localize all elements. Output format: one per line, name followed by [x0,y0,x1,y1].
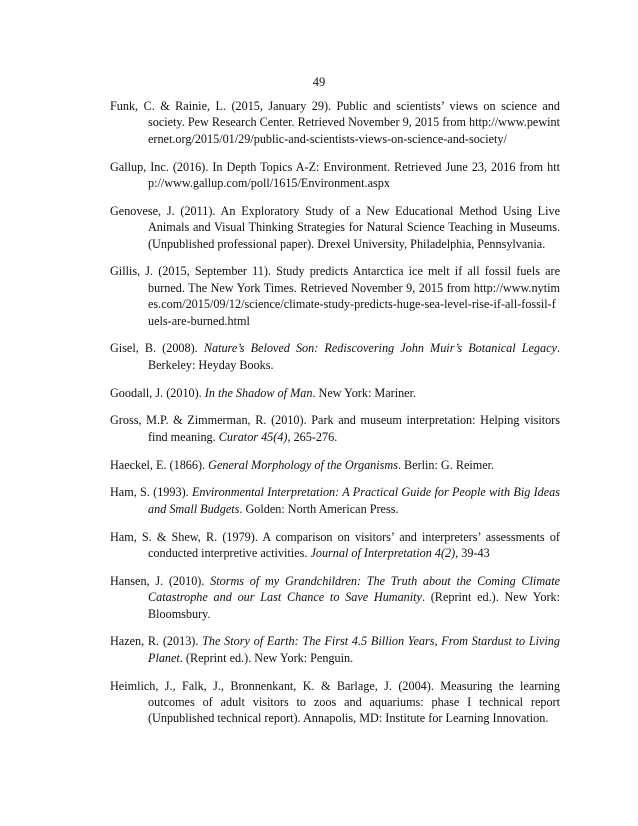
reference-title: Nature’s Beloved Son: Rediscovering John Muir’s Botanical Legacy [203,341,557,356]
reference-entry-goodall [110,385,560,401]
reference-title: General Morphology of the Organisms [208,457,398,472]
reference-title: Curator 45(4) [218,429,288,444]
reference-entry-heimlich [110,678,560,727]
reference-text-tail: . Berlin: G. Reimer. [397,457,495,472]
reference-text: Goodall, J. (2010). [110,385,205,400]
reference-text: Ham, S. (1993). [110,485,192,500]
reference-text: Haeckel, E. (1866). [110,457,209,472]
reference-text: Gallup, Inc. (2016). In Depth Topics A-Z: Environment. Retrieved June 23, 2016 from [110,159,548,174]
reference-text: Genovese, J. (2011). An Exploratory Study of a New Educational Method Using Live Animals and Visual Thinking Strategies for Natural Science Teaching in Museums. (Unpublished professional paper). Drexel University, Philadelphia, Pennsylvania. [110,203,560,251]
reference-title: Environmental Interpretation: A Practical Guide for People with Big Ideas and Small Budgets [148,485,560,516]
reference-entry-ham1993 [110,484,560,517]
reference-title: Storms of my Grandchildren: The Truth about the Coming Climate Catastrophe and our Last Chance to Save Humanity [148,573,561,605]
reference-text-tail: . New York: Mariner. [312,385,417,400]
reference-entry-ham1979 [110,529,560,562]
reference-entry-gallup [110,159,560,192]
reference-text-tail: . (Reprint ed.). New York: Penguin. [179,650,354,665]
reference-text-tail: , 265-276. [287,429,338,444]
reference-entry-genovese [110,203,560,252]
reference-text-tail: . Berkeley: Heyday Books. [148,341,560,372]
reference-entry-gillis [110,263,560,329]
reference-entry-gisel [110,340,560,373]
reference-text: Heimlich, J., Falk, J., Bronnenkant, K. & Barlage, J. (2004). Measuring the learning outcomes of adult visitors to zoos and aquariums: phase I technical report (Unpublished technical report). Annapolis, MD: Institute for Learning Innovation. [110,678,560,726]
reference-text: Hazen, R. (2013). [110,634,203,649]
reference-text-tail: . Golden: North American Press. [239,501,399,516]
reference-entry-haeckel [110,457,560,473]
reference-entry-funk [110,98,560,147]
reference-text: Hansen, J. (2010). [110,573,211,588]
reference-text: Ham, S. & Shew, R. (1979). A comparison on visitors’ and interpreters’ assessments of conducted interpretive activities. [110,529,560,561]
reference-list [110,98,560,738]
reference-text: Gisel, B. (2008). [110,341,204,356]
reference-text: Funk, C. & Rainie, L. (2015, January 29). Public and scientists’ views on science and society. Pew Research Center. Retrieved November 9, 2015 from [110,99,560,130]
page-number: 49 [312,75,326,89]
reference-title: Journal of Interpretation 4(2) [310,546,456,561]
reference-title: In the Shadow of Man [204,385,313,400]
reference-entry-hansen [110,573,560,622]
reference-text-tail: . (Reprint ed.). New York: Bloomsbury. [148,590,561,621]
reference-title: The Story of Earth: The First 4.5 Billion Years, From Stardust to Living Planet [148,634,560,665]
reference-entry-hazen [110,633,560,666]
reference-url: http://www.gallup.com/poll/1615/Environment.aspx [148,159,560,191]
reference-text-tail: , 39-43 [455,546,490,561]
reference-url: http://www.pewinternet.org/2015/01/29/public-and-scientists-views-on-science-and-society/ [148,115,560,146]
reference-text: Gillis, J. (2015, September 11). Study predicts Antarctica ice melt if all fossil fuels are burned. The New York Times. Retrieved November 9, 2015 from [110,264,560,295]
reference-entry-gross [110,412,560,445]
reference-url: http://www.nytimes.com/2015/09/12/science/climate-study-predicts-huge-sea-level-rise-if-all-fossil-fuels-are-burned.html [148,280,560,328]
reference-text: Gross, M.P. & Zimmerman, R. (2010). Park and museum interpretation: Helping visitors find meaning. [110,413,560,444]
